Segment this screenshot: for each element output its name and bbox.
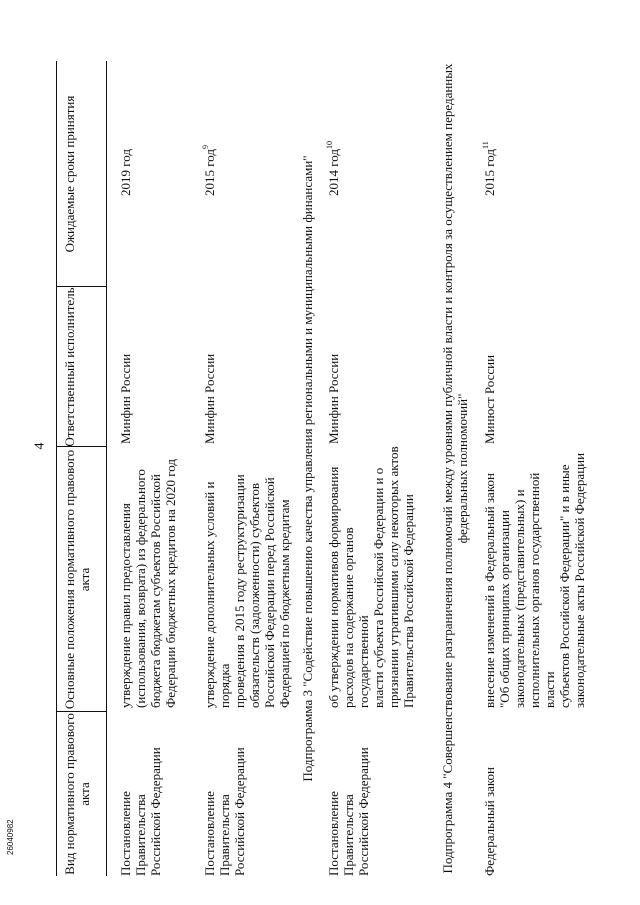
row4-act-type	[482, 716, 497, 876]
subprogram4-title-line1: Подпрограмма 4 "Совершенствование разграничения полномочий между уровнями публичной власти	[440, 306, 455, 874]
subprogram3-title: Подпрограмма 3 "Содействие повышению качества управления региональными и муниципальными финансами"	[300, 155, 315, 782]
row2-footnote: 9	[200, 145, 210, 149]
header-provisions-line1: Основные положения	[62, 589, 77, 710]
row3-term	[326, 66, 341, 196]
row2-provisions	[202, 443, 292, 708]
row1-provisions	[118, 443, 178, 708]
row2-provisions-line4: Российской Федерации перед Российской	[262, 477, 277, 708]
row4-provisions-line4: исполнительных органов государственной власти	[527, 472, 557, 708]
row2-provisions-line5: Федерацией по бюджетным кредитам	[277, 499, 292, 708]
row4-executor: Минюст России	[482, 354, 497, 444]
row1-act-type-line1: Постановление Правительства	[118, 791, 148, 876]
row4-provisions-line2: "Об общих принципах организации	[497, 510, 512, 708]
row4-provisions	[482, 443, 587, 708]
row2-provisions-line2: проведения в 2015 году реструктуризации	[232, 474, 247, 708]
row1-provisions-line2: (использования, возврата) из федерального	[133, 469, 148, 708]
row4-term-text: 2015 год	[482, 149, 497, 196]
header-provisions	[62, 447, 92, 712]
table-header-rule	[106, 61, 107, 876]
row2-provisions-line3: обязательств (задолженности) субъектов	[247, 482, 262, 708]
table-top-rule	[56, 61, 57, 876]
page-number: 4	[32, 442, 48, 450]
row3-provisions-line1: об утверждении нормативов формирования	[326, 466, 341, 708]
row3-provisions-line2: расходов на содержание органов государственной	[341, 527, 371, 708]
row2-term-text: 2015 год	[202, 149, 217, 196]
row4-provisions-line1: внесение изменений в Федеральный закон	[482, 473, 497, 708]
document-id: 26040982	[6, 819, 15, 855]
row2-executor: Минфин России	[202, 353, 217, 444]
row1-executor: Минфин России	[118, 353, 133, 444]
row1-act-type-line2: Российской Федерации	[148, 747, 163, 876]
header-executor-line2: исполнитель	[62, 287, 77, 358]
header-act-type-line2: правового акта	[62, 713, 92, 806]
row3-term-text: 2014 год	[326, 149, 341, 196]
header-executor	[62, 287, 77, 447]
header-provisions-line2: нормативного правового акта	[62, 449, 92, 592]
row3-provisions	[326, 443, 416, 708]
row4-provisions-line5: субъектов Российской Федерации" и в иные	[557, 464, 572, 708]
row4-footnote: 11	[480, 141, 490, 149]
row3-act-type-line2: Российской Федерации	[356, 747, 371, 876]
row2-act-type	[202, 716, 247, 876]
subprogram4-title	[440, 61, 470, 876]
row3-provisions-line3: власти субъекта Российской Федерации и о	[371, 467, 386, 708]
row2-term	[202, 66, 217, 196]
row3-act-type-line1: Постановление Правительства	[326, 791, 356, 876]
row1-act-type	[118, 716, 163, 876]
row1-term: 2019 год	[118, 149, 133, 196]
row4-provisions-line6: законодательные акты Российской Федерации	[572, 452, 587, 708]
header-executor-line1: Ответственный	[62, 360, 77, 447]
row1-provisions-line3: бюджета бюджетам субъектов Российской	[148, 474, 163, 708]
row2-act-type-line1: Постановление Правительства	[202, 791, 232, 876]
header-act-type-line1: Вид нормативного	[62, 772, 77, 875]
row3-act-type	[326, 716, 371, 876]
subprogram4-title-line2: и контроля за осуществлением переданных федеральных полномочий"	[440, 63, 470, 544]
row3-executor: Минфин России	[326, 353, 341, 444]
header-term-line2: принятия	[62, 95, 77, 148]
row2-provisions-line1: утверждение дополнительных условий и порядка	[202, 481, 232, 708]
header-term-line1: Ожидаемые сроки	[62, 150, 77, 253]
row3-provisions-line5: Правительства Российской Федерации	[401, 494, 416, 708]
row2-act-type-line2: Российской Федерации	[232, 747, 247, 876]
row4-term	[482, 66, 497, 196]
header-term	[62, 61, 77, 287]
row1-provisions-line1: утверждение правил предоставления	[118, 503, 133, 708]
row3-provisions-line4: признании утратившими силу некоторых актов	[386, 446, 401, 708]
row1-provisions-line4: Федерации бюджетных кредитов на 2020 год	[163, 459, 178, 708]
row4-act-type-line1: Федеральный закон	[482, 767, 497, 876]
regulatory-acts-table	[56, 36, 636, 876]
header-act-type	[62, 712, 92, 876]
row3-footnote: 10	[324, 141, 334, 149]
row4-provisions-line3: законодательных (представительных) и	[512, 489, 527, 708]
